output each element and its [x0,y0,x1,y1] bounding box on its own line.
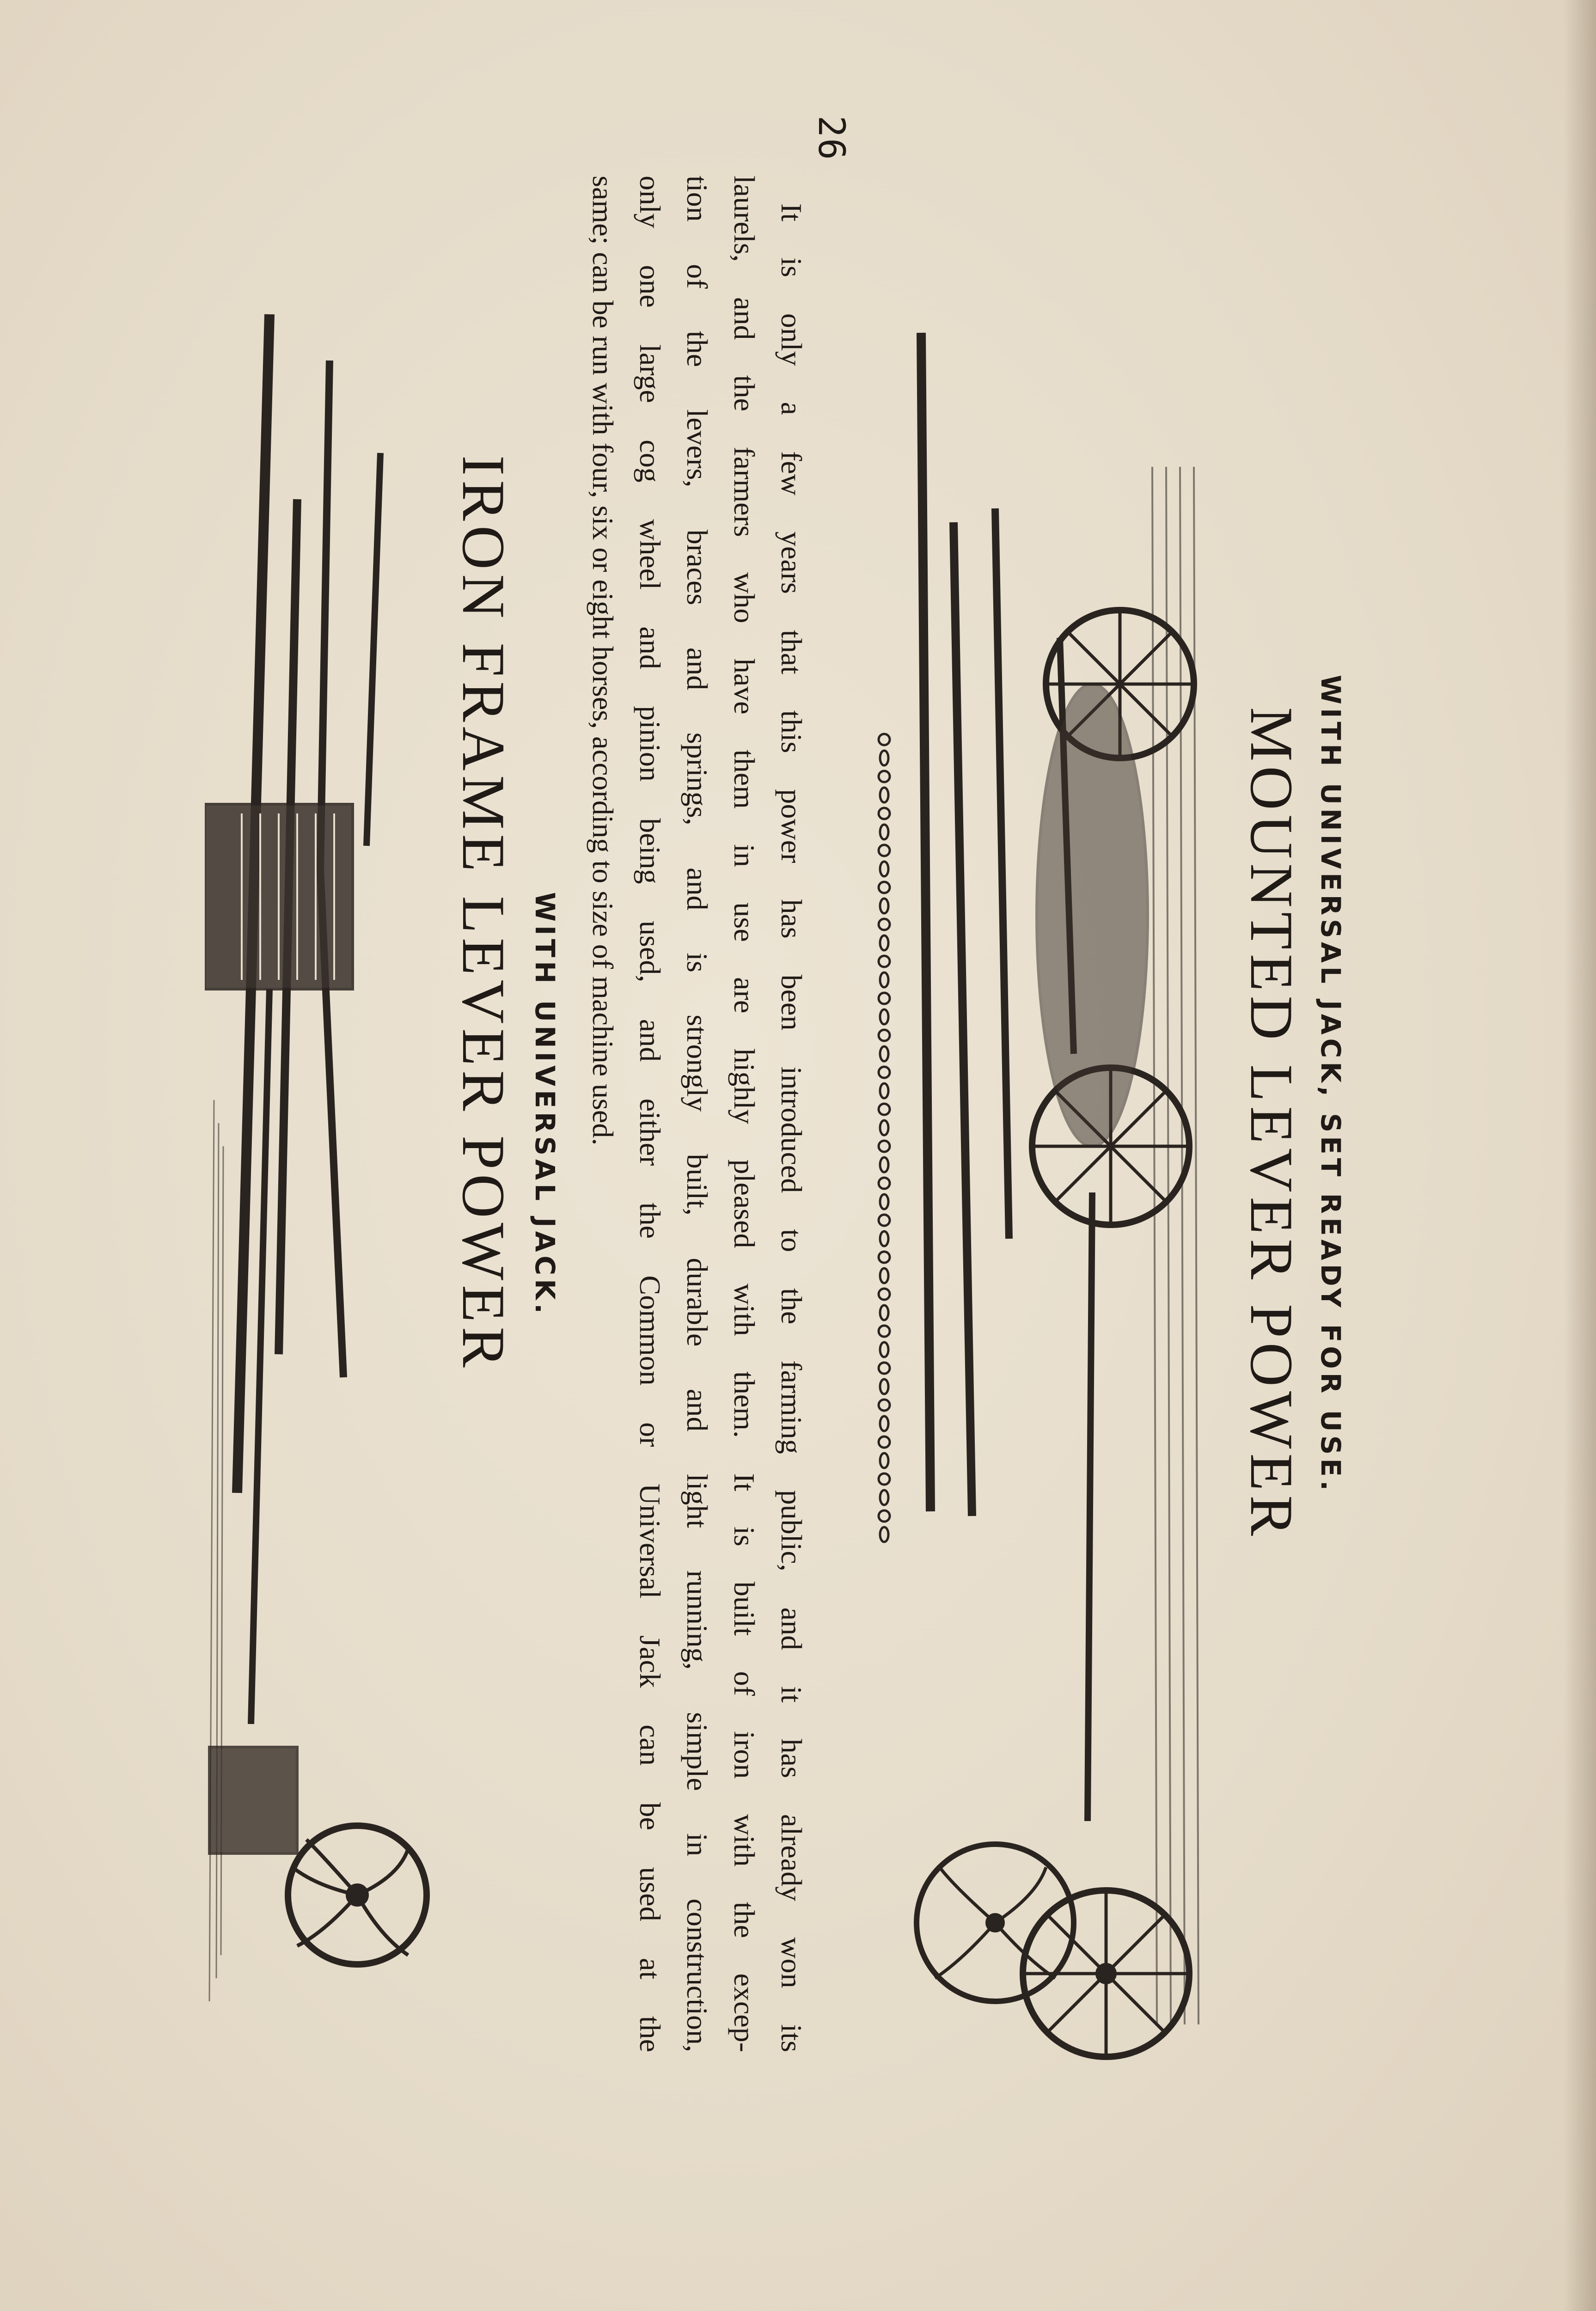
paragraph-line: same; can be run with four, six or eight horses, according to size of machine used. [587,176,619,1146]
section2-subtitle: WITH UNIVERSAL JACK, SET READY FOR USE. [1315,675,1346,1494]
description-paragraph [579,176,815,2052]
paragraph-line: tion of the levers, braces and springs, and is strongly built, durable and light running, simple in construction, [681,176,714,2052]
page-number: 26 [810,116,852,161]
section1-subtitle: WITH UNIVERSAL JACK. [529,892,561,1318]
section2-title: MOUNTED LEVER POWER [1238,707,1306,1541]
iron-frame-lever-power-engraving [205,176,436,2024]
paragraph-line: It is only a few years that this power has been introduced to the farming public, and it has already won its [775,203,808,2052]
paragraph-line: laurels, and the farmers who have them in use are highly pleased with them. It is built of iron with the excep- [728,176,761,2052]
paragraph-line: only one large cog wheel and pinion being used, and either the Common or Universal Jack can be used at the [634,176,667,2052]
mounted-lever-power-engraving [880,314,1212,2071]
section1-title: IRON FRAME LEVER POWER [450,455,518,1372]
